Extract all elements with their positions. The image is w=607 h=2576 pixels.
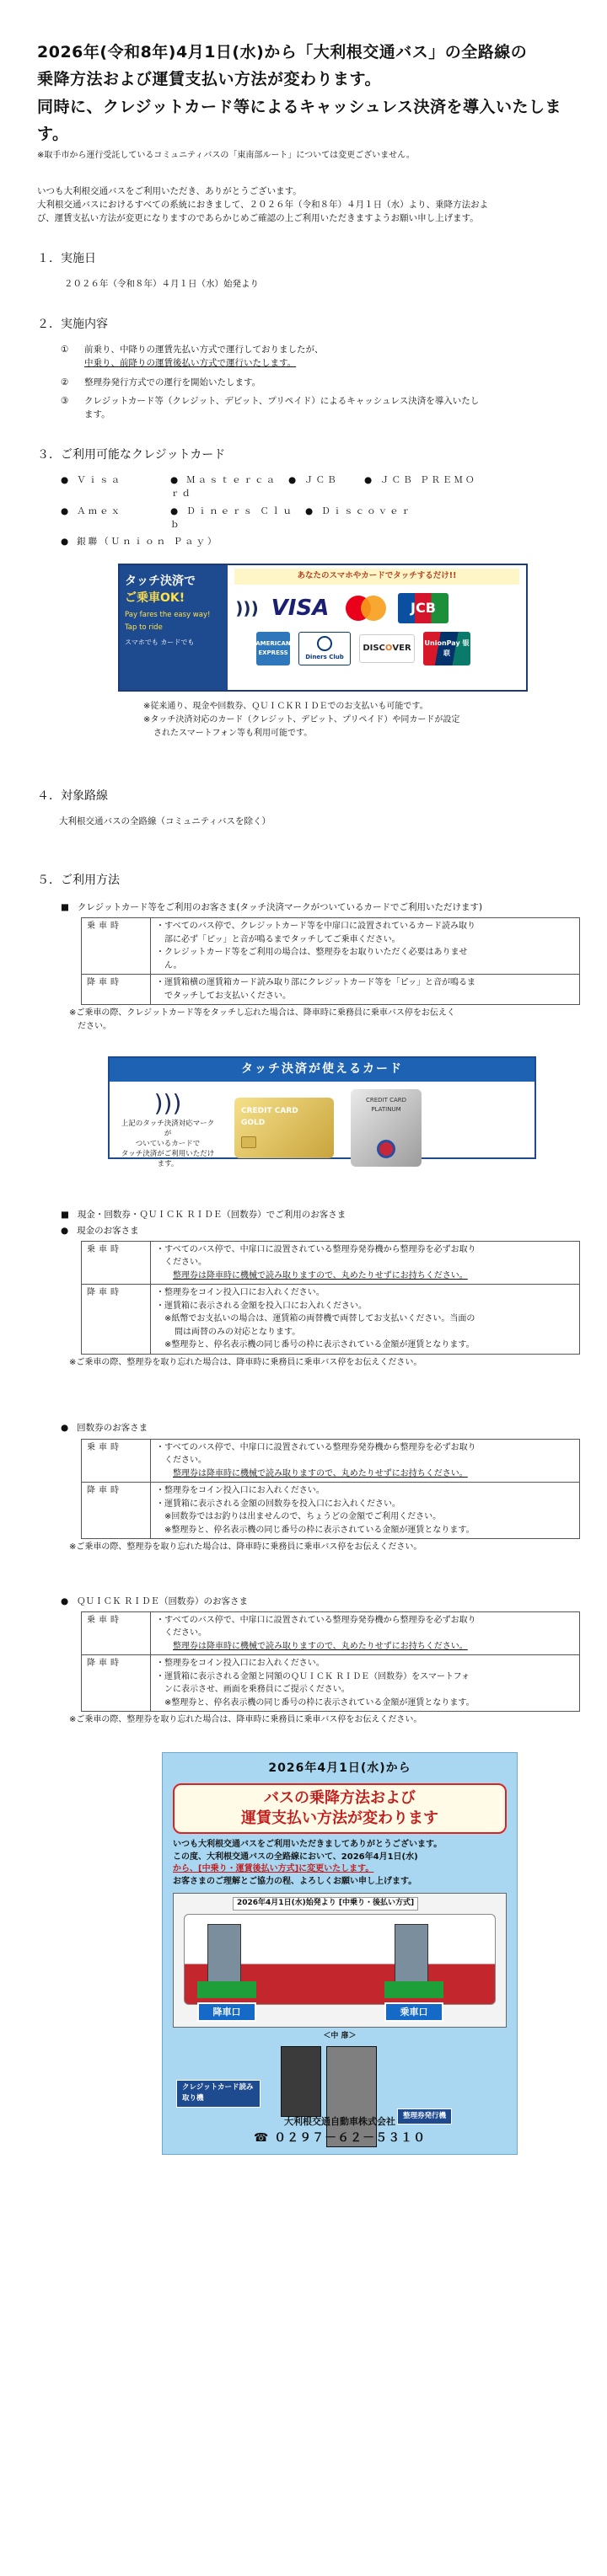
ticket-machine-tag: 整理券発行機	[397, 2108, 452, 2124]
rule-line: ・運賃箱横の運賃箱カード読み取り部にクレジットカード等を「ピッ」と音が鳴るま	[156, 978, 476, 988]
rule-line: 部に必ず「ピッ」と音が鳴るまでタッチしてご乗車ください。	[164, 934, 400, 944]
footnote-line: ※ご乗車の際、クレジットカード等をタッチし忘れた場合は、降車時に乗務員に乗車バス停をお伝えく	[69, 1008, 455, 1018]
visa-logo: VISA	[271, 596, 330, 622]
section-4-title: ４．対象路線	[37, 789, 108, 804]
coupon-subheading: ● 回数券のお客さま	[61, 1421, 570, 1435]
list-item	[61, 394, 570, 422]
entry-arrow-icon	[384, 1981, 443, 1998]
gold-card-text: GOLD	[241, 1119, 266, 1128]
touch-label: タッチ決済	[125, 575, 184, 589]
touch-caption: あなたのスマホやカードでタッチするだけ!!	[234, 569, 519, 585]
discover-o: O	[384, 644, 393, 654]
unionpay-logo: UnionPay 银联	[423, 632, 470, 665]
rule-line: ※整理券と、停名表示機の同じ番号の枠に表示されている金額が運賃となります。	[164, 1525, 475, 1535]
quickride-footnote: ※ご乗車の際、整理券を取り忘れた場合は、降車時に乗務員に乗車バス停をお伝えください。	[69, 1715, 422, 1725]
poster-title	[173, 1783, 507, 1835]
platinum-card-image	[351, 1089, 422, 1167]
table-row	[82, 975, 580, 1005]
footnote-line: ださい。	[78, 1021, 111, 1031]
rule-line: ※整理券と、停名表示機の同じ番号の枠に表示されている金額が運賃となります。	[164, 1340, 475, 1350]
table-row	[82, 1285, 580, 1355]
cash-rules-table	[81, 1241, 580, 1355]
row-key: 降車時	[82, 1483, 151, 1539]
row-key: 降車時	[82, 1655, 151, 1712]
rule-line: ・整理券をコイン投入口にお入れください。	[156, 1288, 325, 1298]
table-row	[82, 1655, 580, 1712]
rule-line: ・整理券をコイン投入口にお入れください。	[156, 1486, 325, 1496]
row-key: 降車時	[82, 1285, 151, 1355]
rule-line: ※紙幣でお支払いの場合は、運賃箱の両替機で両替してお支払いください。当面の	[164, 1314, 475, 1324]
row-value	[151, 1483, 580, 1539]
rule-line: ください。	[164, 1628, 207, 1638]
item-text: 前乗り、中降りの運賃先払い方式で運行しておりましたが、	[84, 345, 324, 355]
rule-line: 整理券は降車時に機械で読み取りますので、丸めたりせずにお持ちください。	[173, 1270, 468, 1280]
bus-illustration	[173, 1893, 507, 2028]
touch-desc: 上記のタッチ決済対応マークが	[121, 1120, 215, 1139]
card-chip-icon	[241, 1136, 256, 1148]
middle-door-label: ＜中 扉＞	[323, 2032, 357, 2041]
rule-line: ください。	[164, 1456, 207, 1466]
card-brand: ● 銀聯（Ｕｎｉｏｎ Ｐａｙ）	[61, 535, 280, 548]
mastercard-logo	[341, 593, 391, 623]
platinum-card-text: CREDIT CARD PLATINUM	[365, 1097, 407, 1114]
intro	[37, 184, 570, 226]
section-3-title: ３．ご利用可能なクレジットカード	[37, 448, 226, 462]
table-row	[82, 918, 580, 975]
row-value	[151, 975, 580, 1005]
section-4-body: 大利根交通バスの全路線（コミュニティバスを除く）	[59, 816, 271, 827]
credit-heading: ■ クレジットカード等をご利用のお客さま(タッチ決済マークがついているカードでご利用いただけます)	[61, 901, 570, 914]
card-brand: ● Ｍａｓｔｅｒｃａｒｄ	[170, 473, 288, 501]
rule-line: 間は両替のみの対応となります。	[175, 1327, 301, 1337]
contactless-icon: )))	[235, 597, 259, 618]
touch-sub: スマホでも カードでも	[125, 638, 195, 646]
rule-line: ・整理券をコイン投入口にお入れください。	[156, 1659, 325, 1669]
rule-line: ・すべてのバス停で、中扉口に設置されている整理券発券機から整理券を必ずお取り	[156, 1442, 476, 1452]
discover-text-2: VER	[392, 644, 411, 654]
cash-subheading: ● 現金のお客さま	[61, 1224, 570, 1237]
rule-line: ・運賃箱に表示される金額と同額のＱＵＩＣＫ ＲＩＤＥ（回数券）をスマートフォ	[156, 1671, 470, 1681]
bus-caption: 2026年4月1日(水)始発より [中乗り・後払い方式]	[233, 1897, 418, 1911]
headline	[37, 39, 570, 147]
rule-line: ・すべてのバス停で、中扉口に設置されている整理券発券機から整理券を必ずお取り	[156, 1615, 476, 1625]
rule-line: でタッチしてお支払いください。	[164, 991, 291, 1001]
card-reader-tag: クレジットカード読み取り機	[176, 2080, 261, 2107]
credit-footnote	[69, 1007, 570, 1033]
poster-title-line: 運賃支払い方法が変わります	[241, 1809, 438, 1827]
payment-note: ※タッチ決済対応のカード（クレジット、デビット、プリペイド）や同カードが設定	[143, 715, 460, 725]
intro-p3: び、運賃支払い方法が変更になりますのであらかじめご確認の上ご利用いただきますようお願い申し上げます。	[37, 213, 479, 224]
company-name: 大利根交通自動車株式会社	[284, 2116, 395, 2128]
touch-desc: タッチ決済がご利用いただけます。	[121, 1149, 215, 1168]
top-note: ※取手市から運行受託しているコミュニティバスの「東南部ルート」については変更ございません。	[37, 151, 415, 161]
diners-logo	[298, 632, 351, 665]
row-key: 降車時	[82, 975, 151, 1005]
section-1-body: ２０２６年（令和８年）４月１日（水）始発より	[64, 279, 259, 290]
card-brand: ● ＪＣＢ ＰＲＥＭＯ	[364, 473, 499, 501]
table-row	[82, 1611, 580, 1655]
rule-line: 整理券は降車時に機械で読み取りますので、丸めたりせずにお持ちください。	[173, 1641, 468, 1651]
intro-p1: いつも大利根交通バスをご利用いただき、ありがとうございます。	[37, 185, 302, 196]
row-value	[151, 1611, 580, 1655]
item-number: ①	[61, 345, 69, 355]
rule-line: ・運賃箱に表示される金額の回数券を投入口にお入れください。	[156, 1499, 400, 1509]
coupon-rules-table	[81, 1439, 580, 1540]
implementation-list	[61, 343, 570, 421]
item-text-emphasis: 中乗り、前降りの運賃後払い方式で運行いたします。	[84, 358, 297, 369]
row-value	[151, 1655, 580, 1712]
exit-arrow-icon	[197, 1981, 256, 1998]
row-value	[151, 1439, 580, 1483]
poster-msg-line: お客さまのご理解とご協力の程、よろしくお願い申し上げます。	[173, 1876, 417, 1886]
list-item	[61, 376, 570, 389]
row-key: 乗車時	[82, 1611, 151, 1655]
item-text: クレジットカード等（クレジット、デビット、プリペイド）によるキャッシュレス決済を導入いたし	[84, 395, 480, 406]
rule-line: ンに表示させ、画面を乗務員にご提示ください。	[164, 1685, 350, 1695]
item-number: ②	[61, 377, 69, 387]
touch-cards-banner	[108, 1056, 536, 1168]
diners-text: Diners Club	[305, 653, 344, 660]
poster-msg-line: から、[中乗り・運賃後払い方式]に変更いたします。	[173, 1864, 374, 1874]
rule-line: ・運賃箱に表示される金額を投入口にお入れください。	[156, 1301, 367, 1311]
rule-line: ・すべてのバス停で、クレジットカード等を中扉口に設置されているカード読み取り	[156, 922, 476, 932]
rule-line: ん。	[164, 960, 182, 970]
discover-text: DISC	[363, 644, 385, 654]
amex-logo: AMERICAN EXPRESS	[256, 632, 290, 665]
card-seal-icon	[377, 1140, 395, 1158]
row-key: 乗車時	[82, 918, 151, 975]
quickride-subheading: ● ＱＵＩＣＫ ＲＩＤＥ（回数券）のお客さま	[61, 1595, 570, 1608]
poster-title-line: バスの乗降方法および	[264, 1788, 416, 1807]
rule-line: ・すべてのバス停で、中扉口に設置されている整理券発券機から整理券を必ずお取り	[156, 1244, 476, 1254]
payment-note: されたスマートフォン等も利用可能です。	[153, 729, 313, 739]
headline-line-1: 2026年(令和8年)4月1日(水)から「大利根交通バス」の全路線の	[37, 43, 528, 61]
list-item	[61, 343, 570, 371]
headline-line-3: 同時に、クレジットカード等によるキャッシュレス決済を導入いたします。	[37, 97, 562, 143]
touch-en-2: Tap to ride	[125, 623, 163, 632]
rule-line: ※回数券ではお釣りは出ませんので、ちょうどの金額でご利用ください。	[164, 1512, 442, 1522]
discover-logo	[359, 634, 415, 663]
card-brand: ● Ａｍｅｘ	[61, 505, 170, 532]
row-value	[151, 918, 580, 975]
item-number: ③	[61, 395, 69, 406]
intro-p2: 大利根交通バスにおけるすべての系統におきまして、２０２６年（令和８年）４月１日（水）より、乗降方法およ	[37, 199, 489, 210]
row-value	[151, 1241, 580, 1285]
poster-message	[173, 1839, 507, 1888]
row-key: 乗車時	[82, 1439, 151, 1483]
touch-payment-banner	[118, 564, 528, 692]
coupon-footnote: ※ご乗車の際、整理券を取り忘れた場合は、降車時に乗務員に乗車バス停をお伝えください。	[69, 1542, 422, 1553]
change-notice-poster	[162, 1752, 518, 2155]
exit-label: 降車口	[197, 2002, 256, 2022]
touch-banner-right	[228, 565, 526, 690]
row-key: 乗車時	[82, 1241, 151, 1285]
rule-line: ・クレジットカード等をご利用の場合は、整理券をお取りいただく必要はありませ	[156, 948, 468, 958]
jcb-logo: JCB	[398, 593, 449, 623]
poster-footer	[163, 2115, 517, 2147]
contactless-icon: )))	[153, 1089, 182, 1118]
headline-line-2: 乗降方法および運賃支払い方法が変わります。	[37, 70, 381, 89]
rule-line: 整理券は降車時に機械で読み取りますので、丸めたりせずにお持ちください。	[173, 1468, 468, 1478]
payment-notes	[143, 700, 570, 740]
cash-heading: ■ 現金・回数券・ＱＵＩＣＫ ＲＩＤＥ（回数券）でご利用のお客さま	[61, 1208, 570, 1221]
item-text: ます。	[84, 409, 110, 420]
row-value	[151, 1285, 580, 1355]
card-brand: ● Ｄｉｎｅｒｓ Ｃｌｕｂ	[170, 505, 305, 532]
touch-banner-left	[120, 565, 228, 690]
payment-note: ※従来通り、現金や回数券、ＱＵＩＣＫＲＩＤＥでのお支払いも可能です。	[143, 702, 428, 712]
table-row	[82, 1483, 580, 1539]
company-phone: ☎ ０２９７－６２－５３１０	[253, 2130, 427, 2145]
touch-cards-title: タッチ決済が使えるカード	[110, 1058, 534, 1082]
section-1-title: １．実施日	[37, 252, 96, 266]
credit-rules-table	[81, 917, 580, 1005]
touch-ok: ご乗車OK!	[125, 591, 185, 606]
touch-label-suffix: で	[184, 575, 196, 589]
cash-footnote: ※ご乗車の際、整理券を取り忘れた場合は、降車時に乗務員に乗車バス停をお伝えください。	[69, 1357, 422, 1367]
entry-label: 乗車口	[384, 2002, 443, 2022]
poster-msg-line: この度、大利根交通バスの全路線において、2026年4月1日(水)	[173, 1852, 418, 1862]
touch-mark-description	[118, 1087, 218, 1170]
card-brand: ● Ｖｉｓａ	[61, 473, 170, 501]
section-5-title: ５．ご利用方法	[37, 874, 120, 888]
poster-date: 2026年4月1日(水)から	[268, 1761, 411, 1775]
gold-card-text: CREDIT CARD	[241, 1107, 298, 1116]
card-brand: ● ＪＣＢ	[288, 473, 364, 501]
quickride-rules-table	[81, 1611, 580, 1713]
gold-card-image	[234, 1098, 334, 1158]
card-reader-photo	[281, 2046, 321, 2117]
poster-msg-line: いつも大利根交通バスをご利用いただきましてありがとうございます。	[173, 1840, 443, 1850]
section-2-title: ２．実施内容	[37, 318, 108, 332]
table-row	[82, 1439, 580, 1483]
rule-line: ください。	[164, 1258, 207, 1268]
table-row	[82, 1241, 580, 1285]
card-brand: ● Ｄｉｓｃｏｖｅｒ	[305, 505, 440, 532]
card-brand-list	[61, 473, 570, 548]
rule-line: ※整理券と、停名表示機の同じ番号の枠に表示されている金額が運賃となります。	[164, 1697, 475, 1708]
item-text: 整理券発行方式での運行を開始いたします。	[84, 377, 261, 387]
touch-en-1: Pay fares the easy way!	[125, 610, 211, 619]
touch-desc: ついているカードで	[135, 1140, 201, 1149]
